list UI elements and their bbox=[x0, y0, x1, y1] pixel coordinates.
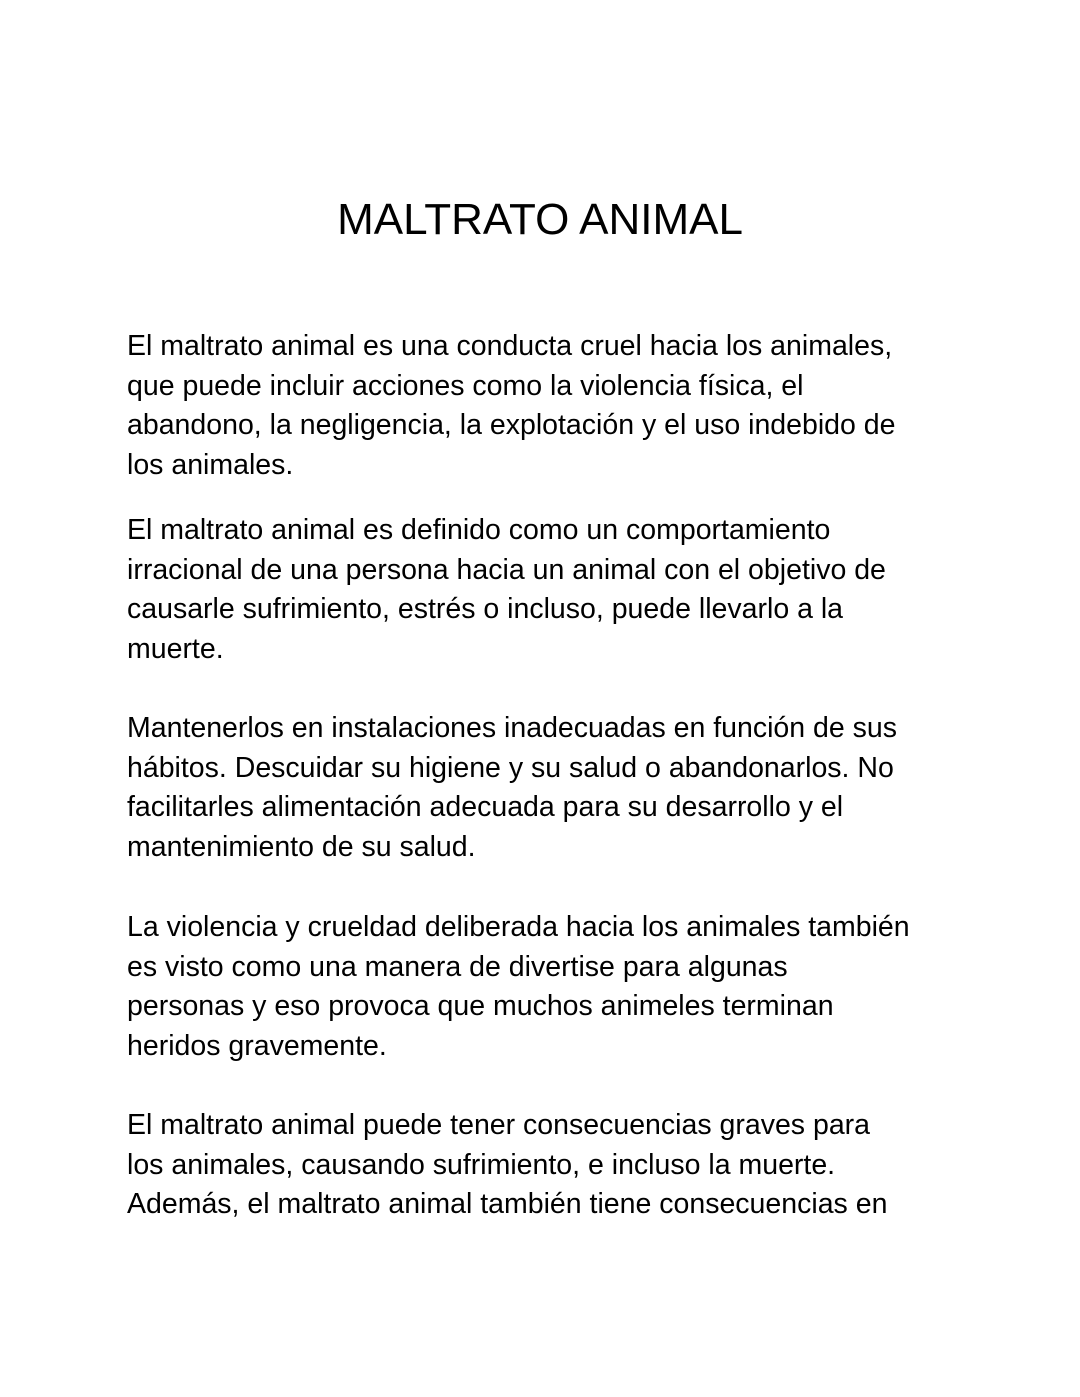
text-line: El maltrato animal puede tener consecuencias graves para bbox=[127, 1109, 871, 1141]
paragraph-definition bbox=[127, 327, 987, 486]
paragraph-consequences bbox=[127, 1106, 987, 1225]
text-line: Mantenerlos en instalaciones inadecuadas en función de sus bbox=[127, 712, 898, 744]
text-line: que puede incluir acciones como la violencia física, el bbox=[127, 369, 804, 402]
text-line: El maltrato animal es definido como un comportamiento bbox=[127, 514, 831, 546]
text-line: facilitarles alimentación adecuada para su desarrollo y el bbox=[127, 791, 844, 824]
paragraph-irrational-behavior bbox=[127, 511, 987, 670]
text-line: los animales, causando sufrimiento, e incluso la muerte. bbox=[127, 1148, 836, 1181]
text-line: muerte. bbox=[127, 633, 224, 666]
text-line: Además, el maltrato animal también tiene consecuencias en bbox=[127, 1188, 888, 1221]
paragraph-neglect bbox=[127, 709, 987, 868]
text-line: abandono, la negligencia, la explotación y el uso indebido de bbox=[127, 409, 896, 442]
text-line: mantenimiento de su salud. bbox=[127, 831, 476, 864]
text-line: El maltrato animal es una conducta cruel hacia los animales, bbox=[127, 330, 893, 362]
paragraph-deliberate-cruelty bbox=[127, 908, 987, 1067]
text-line: es visto como una manera de divertise para algunas bbox=[127, 950, 788, 983]
text-line: causarle sufrimiento, estrés o incluso, puede llevarlo a la bbox=[127, 593, 844, 626]
text-line: irracional de una persona hacia un animal con el objetivo de bbox=[127, 553, 886, 586]
text-line: los animales. bbox=[127, 449, 294, 482]
document-title: MALTRATO ANIMAL bbox=[337, 195, 743, 244]
text-line: hábitos. Descuidar su higiene y su salud o abandonarlos. No bbox=[127, 751, 894, 784]
text-line: personas y eso provoca que muchos animeles terminan bbox=[127, 990, 834, 1023]
text-line: heridos gravemente. bbox=[127, 1030, 387, 1063]
text-line: La violencia y crueldad deliberada hacia los animales también bbox=[127, 911, 910, 943]
